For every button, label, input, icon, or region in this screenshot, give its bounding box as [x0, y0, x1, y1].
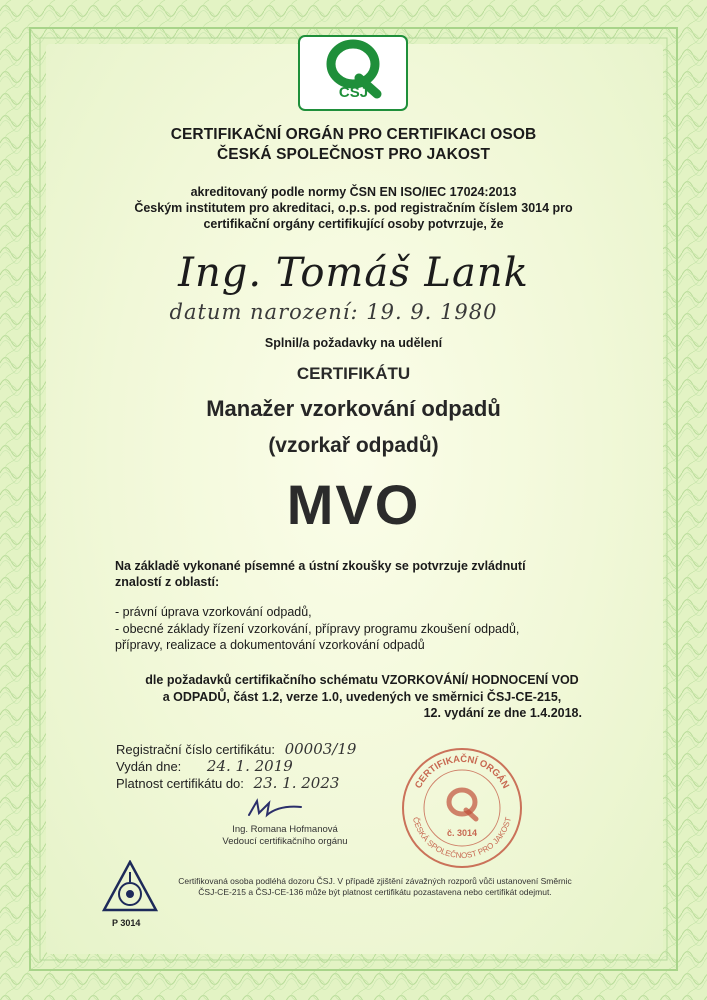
certificate-code: MVO [286, 473, 421, 536]
scheme-text [112, 672, 612, 722]
signature-mark [245, 795, 305, 821]
stamp-bottom-text: ČESKÁ SPOLEČNOST PRO JAKOST [410, 816, 514, 861]
stamp-top-text: CERTIFIKAČNÍ ORGÁN [412, 753, 512, 791]
validity-label: Platnost certifikátu do: [116, 776, 244, 791]
accreditation-line-3: certifikační orgány certifikující osoby potvrzuje, že [203, 217, 504, 231]
scheme-line-1: dle požadavků certifikačního schématu VZORKOVÁNÍ/ HODNOCENÍ VOD [145, 673, 579, 687]
svg-text:CERTIFIKAČNÍ ORGÁN [413, 753, 511, 791]
accreditation-mark-label: P 3014 [112, 918, 141, 928]
certificate-word: CERTIFIKÁTU [296, 364, 411, 383]
holder-date-of-birth: datum narození: 19. 9. 1980 [169, 300, 498, 324]
certificate-subtitle: (vzorkař odpadů) [268, 434, 439, 457]
validity-value: 23. 1. 2023 [253, 774, 340, 792]
registration-number-row [116, 740, 356, 758]
scheme-line-3: 12. vydání ze dne 1.4.2018. [423, 706, 582, 720]
registration-number-label: Registrační číslo certifikátu: [116, 742, 275, 757]
signatory-role: Vedoucí certifikačního orgánu [222, 836, 348, 847]
issue-date-label: Vydán dne: [116, 759, 182, 774]
basis-line-1: Na základě vykonané písemné a ústní zkoušky se potvrzuje zvládnutí [115, 559, 526, 573]
logo-text: ČSJ [338, 84, 369, 101]
header-line-2: ČESKÁ SPOLEČNOST PRO JAKOST [216, 146, 491, 163]
header-line-1: CERTIFIKAČNÍ ORGÁN PRO CERTIFIKACI OSOB [170, 126, 537, 143]
accreditation-line-2: Českým institutem pro akreditaci, o.p.s. pod registračním číslem 3014 pro [134, 201, 573, 215]
cai-accreditation-mark-icon [102, 860, 158, 922]
knowledge-areas [115, 604, 640, 654]
list-item: přípravy, realizace a dokumentování vzorkování odpadů [115, 638, 425, 652]
holder-name: Ing. Tomáš Lank [178, 250, 529, 296]
certificate-title: Manažer vzorkování odpadů [206, 396, 501, 421]
list-item: - obecné základy řízení vzorkování, přípravy programu zkoušení odpadů, [115, 621, 520, 636]
signatory-block [200, 824, 370, 848]
basis-line-2: znalostí z oblastí: [115, 575, 220, 589]
list-item: - právní úprava vzorkování odpadů, [115, 605, 312, 619]
stamp-number: č. 3014 [446, 828, 478, 838]
registration-number-value: 00003/19 [284, 740, 357, 758]
fulfilled-requirements: Splnil/a požadavky na udělení [264, 336, 443, 350]
accreditation-line-1: akreditovaný podle normy ČSN EN ISO/IEC 17024:2013 [190, 185, 517, 199]
footer-line-1: Certifikovaná osoba podléhá dozoru ČSJ. V případě zjištění závažných rozporů vůči ustanovení Směrnic [178, 876, 572, 886]
signatory-name: Ing. Romana Hofmanová [232, 824, 338, 835]
certification-body-stamp [400, 746, 524, 870]
validity-row [116, 774, 339, 792]
footer-line-2: ČSJ-CE-215 a ČSJ-CE-136 může být platnost certifikátu pozastavena nebo certifikát odejmut. [198, 887, 552, 897]
svg-text:ČESKÁ SPOLEČNOST PRO JAKOST [411, 816, 513, 860]
issue-date-row [116, 757, 293, 775]
issue-date-value: 24. 1. 2019 [206, 757, 293, 775]
scheme-line-2: a ODPADŮ, část 1.2, verze 1.0, uvedených ve směrnici ČSJ-CE-215, [162, 689, 562, 704]
footer-note [160, 876, 590, 898]
